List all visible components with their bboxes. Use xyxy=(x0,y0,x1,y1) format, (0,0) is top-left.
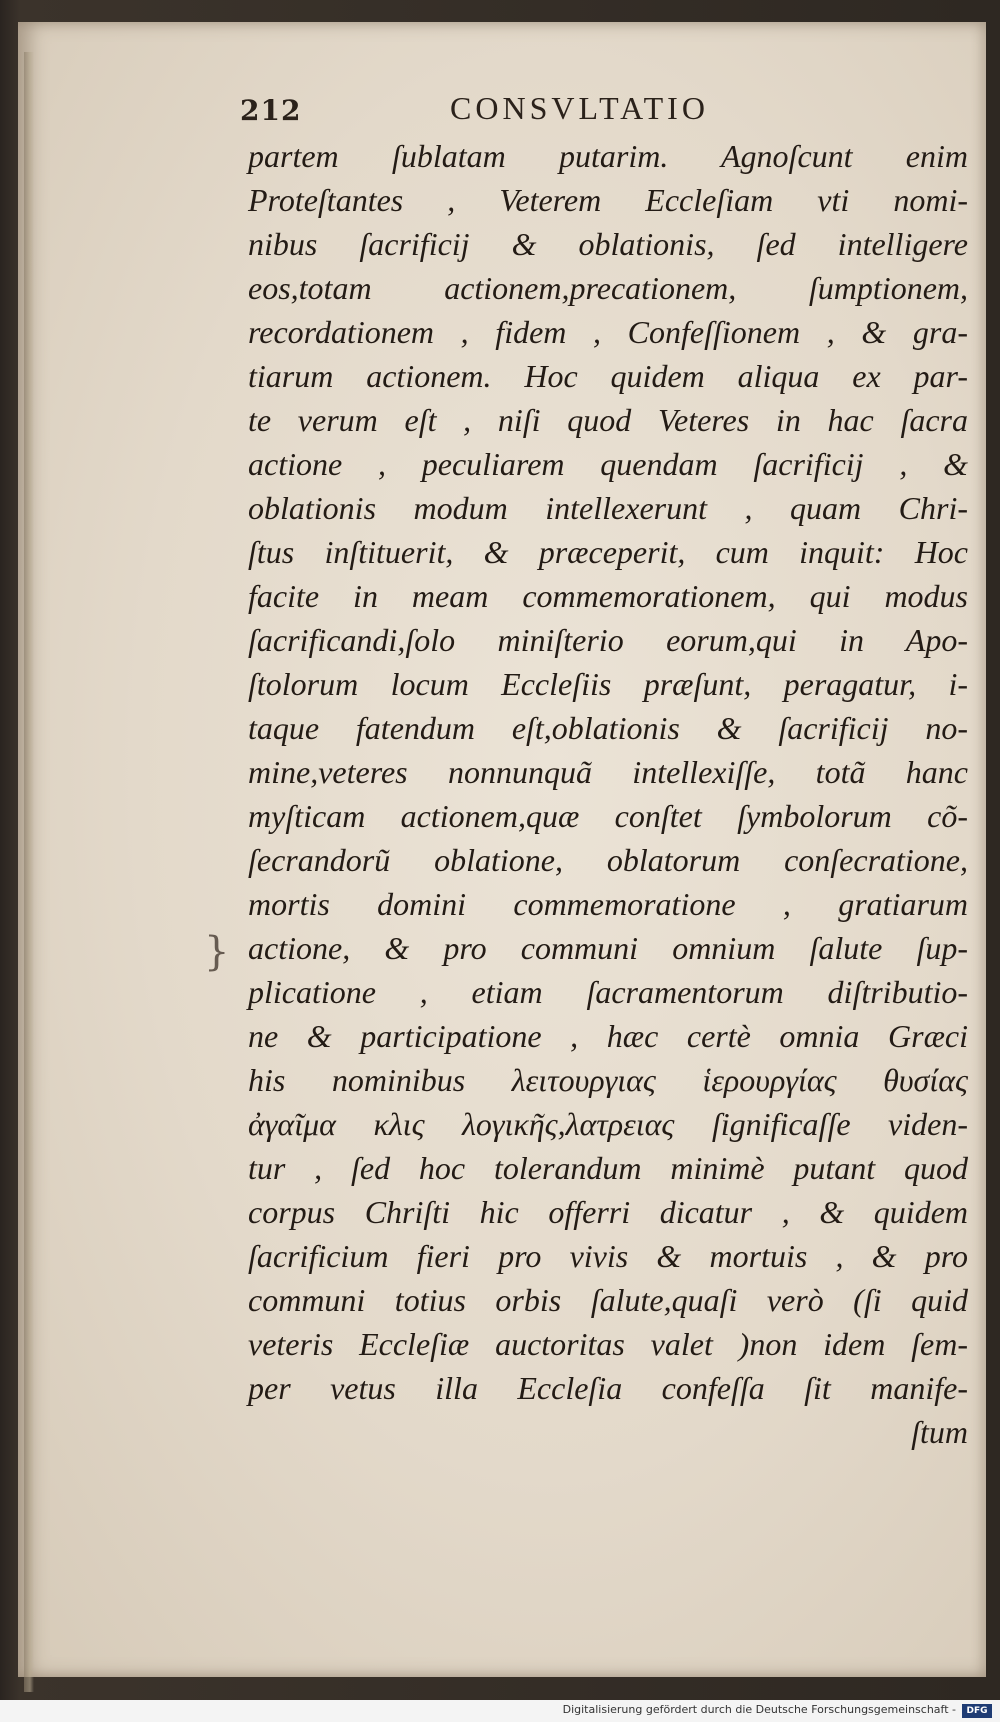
book-page xyxy=(18,22,986,1677)
text-line: nibus ſacrificij & oblationis, ſed intelligere xyxy=(248,226,968,262)
text-line: veteris Eccleſiæ auctoritas valet )non idem ſem- xyxy=(248,1326,968,1362)
page-edge-shadow xyxy=(24,52,34,1692)
text-line: taque fatendum eſt,oblationis & ſacrificij no- xyxy=(248,710,968,746)
running-head-title: CONSVLTATIO xyxy=(450,90,709,126)
text-line: facite in meam commemorationem, qui modus xyxy=(248,578,968,614)
text-line: Proteſtantes , Veterem Eccleſiam vti nomi- xyxy=(248,182,968,218)
footer-bar xyxy=(0,1700,1000,1722)
text-line: ne & participatione , hæc certè omnia Græci xyxy=(248,1018,968,1054)
text-line: plicatione , etiam ſacramentorum diſtributio- xyxy=(248,974,968,1010)
text-line: tur , ſed hoc tolerandum minimè putant quod xyxy=(248,1150,968,1186)
text-line: mine,veteres nonnunquã intellexiſſe, totã hanc xyxy=(248,754,968,790)
text-line: ἀγαῖμα κλις λογικῆς,λατρειας ſignificaſſe viden- xyxy=(248,1106,968,1142)
text-line: tiarum actionem. Hoc quidem aliqua ex par- xyxy=(248,358,968,394)
text-line: recordationem , fidem , Confeſſionem , & gra- xyxy=(248,314,968,350)
text-line: partem ſublatam putarim. Agnoſcunt enim xyxy=(248,138,968,174)
text-line: per vetus illa Eccleſia confeſſa ſit manife- xyxy=(248,1370,968,1406)
text-line: ſacrificium fieri pro vivis & mortuis , & pro xyxy=(248,1238,968,1274)
margin-mark: } xyxy=(204,929,230,975)
catchword: ſtum xyxy=(911,1414,968,1450)
text-line: eos,totam actionem,precationem, ſumptionem, xyxy=(248,270,968,306)
text-line: mortis domini commemoratione , gratiarum xyxy=(248,886,968,922)
text-line: oblationis modum intellexerunt , quam Chri- xyxy=(248,490,968,526)
dfg-logo: DFG xyxy=(962,1704,992,1718)
text-line: communi totius orbis ſalute,quaſi verò (ſi quid xyxy=(248,1282,968,1318)
running-head xyxy=(240,90,780,134)
page-number: 212 xyxy=(240,94,302,127)
text-line: ſacrificandi,ſolo miniſterio eorum,qui in Apo- xyxy=(248,622,968,658)
text-line: ſtus inſtituerit, & præceperit, cum inquit: Hoc xyxy=(248,534,968,570)
text-line: te verum eſt , niſi quod Veteres in hac ſacra xyxy=(248,402,968,438)
funding-credit: Digitalisierung gefördert durch die Deutsche Forschungsgemeinschaft - xyxy=(562,1703,956,1716)
text-line: ſecrandorũ oblatione, oblatorum conſecratione, xyxy=(248,842,968,878)
text-line: actione , peculiarem quendam ſacrificij , & xyxy=(248,446,968,482)
text-line: ſtolorum locum Eccleſiis præſunt, peragatur, i- xyxy=(248,666,968,702)
text-line: myſticam actionem,quæ conſtet ſymbolorum cõ- xyxy=(248,798,968,834)
text-line: corpus Chriſti hic offerri dicatur , & quidem xyxy=(248,1194,968,1230)
text-line: his nominibus λειτουργιας ἱερουργίας θυσίας xyxy=(248,1062,968,1098)
body-text xyxy=(248,134,968,1454)
text-line: actione, & pro communi omnium ſalute ſup- xyxy=(248,930,968,966)
